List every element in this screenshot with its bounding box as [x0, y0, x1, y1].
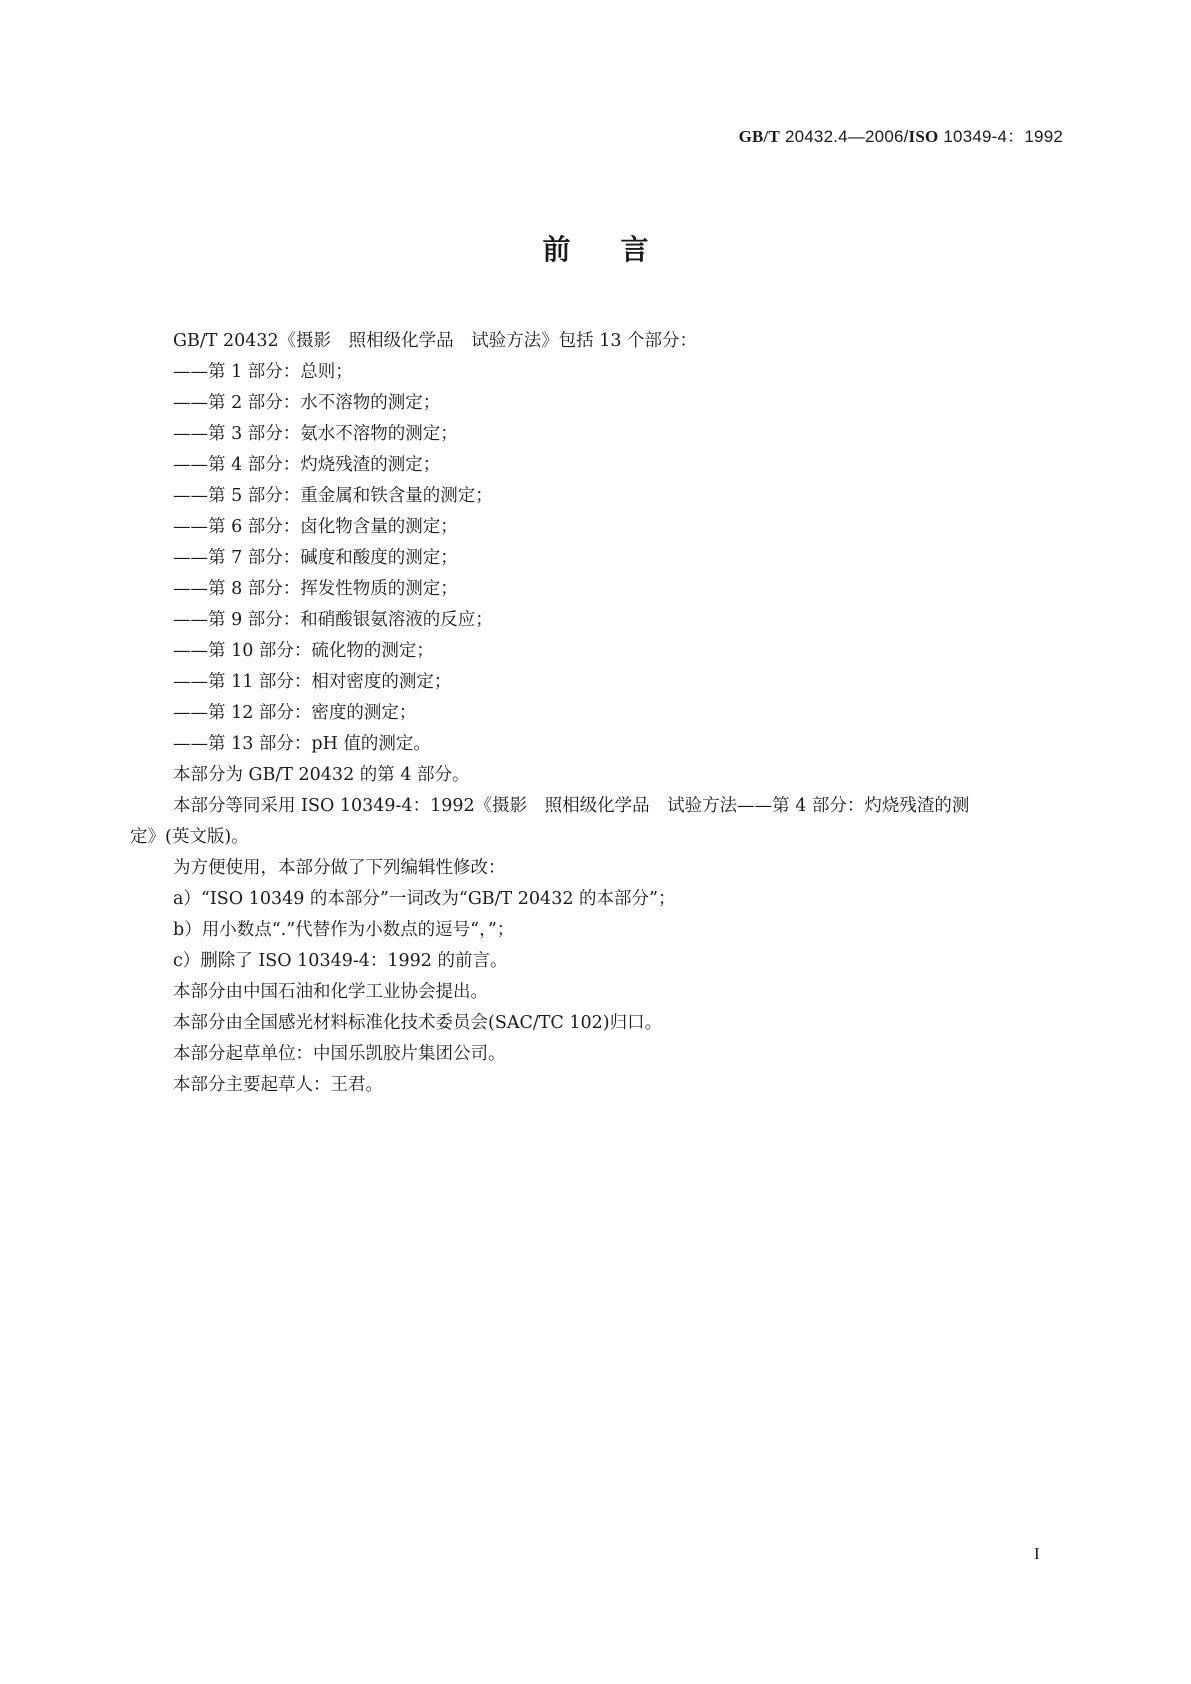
- edit-item-c: c）删除了 ISO 10349-4：1992 的前言。: [173, 951, 508, 971]
- part-list-item: ——第 4 部分：灼烧残渣的测定；: [173, 455, 441, 475]
- part-list-item: ——第 7 部分：碱度和酸度的测定；: [173, 548, 458, 568]
- part-list-item: ——第 5 部分：重金属和铁含量的测定；: [173, 486, 493, 506]
- iso-number: 10349-4：1992: [943, 127, 1063, 146]
- intro-paragraph: GB/T 20432《摄影 照相级化学品 试验方法》包括 13 个部分：: [173, 331, 698, 351]
- edits-intro: 为方便使用，本部分做了下列编辑性修改：: [173, 858, 506, 878]
- iso-prefix: ISO: [908, 127, 939, 146]
- proposed-by: 本部分由中国石油和化学工业协会提出。: [173, 982, 488, 1002]
- part-list-item: ——第 6 部分：卤化物含量的测定；: [173, 517, 458, 537]
- administered-by: 本部分由全国感光材料标准化技术委员会(SAC/TC 102)归口。: [173, 1013, 663, 1033]
- foreword-body: [130, 326, 1060, 1101]
- drafting-unit: 本部分起草单位：中国乐凯胶片集团公司。: [173, 1044, 506, 1064]
- document-header: [739, 122, 1063, 147]
- part-list-item: ——第 3 部分：氨水不溶物的测定；: [173, 424, 458, 444]
- std-prefix: GB/T: [738, 127, 781, 146]
- part-list-item: ——第 8 部分：挥发性物质的测定；: [173, 579, 458, 599]
- adoption-paragraph-line1: 本部分等同采用 ISO 10349-4：1992《摄影 照相级化学品 试验方法——第 4 部分：灼烧残渣的测: [173, 796, 970, 816]
- part-list-item: ——第 9 部分：和硝酸银氨溶液的反应；: [173, 610, 493, 630]
- part-list-item: ——第 1 部分：总则；: [173, 362, 353, 382]
- this-part-paragraph: 本部分为 GB/T 20432 的第 4 部分。: [173, 765, 470, 785]
- part-list-item: ——第 10 部分：硫化物的测定；: [173, 641, 434, 661]
- part-list-item: ——第 11 部分：相对密度的测定；: [173, 672, 452, 692]
- drafter: 本部分主要起草人：王君。: [173, 1075, 383, 1095]
- page-number: I: [1034, 1544, 1040, 1563]
- edit-item-a: a）“ISO 10349 的本部分”一词改为“GB/T 20432 的本部分”；: [173, 889, 676, 909]
- page-title: 前言: [542, 233, 699, 266]
- part-list-item: ——第 2 部分：水不溶物的测定；: [173, 393, 441, 413]
- adoption-paragraph-line2: 定》(英文版)。: [130, 827, 249, 847]
- std-number: 20432.4—2006/: [784, 127, 909, 146]
- part-list-item: ——第 12 部分：密度的测定；: [173, 703, 417, 723]
- edit-item-b: b）用小数点“.”代替作为小数点的逗号“，”；: [173, 920, 515, 940]
- part-list-item: ——第 13 部分：pH 值的测定。: [173, 734, 431, 754]
